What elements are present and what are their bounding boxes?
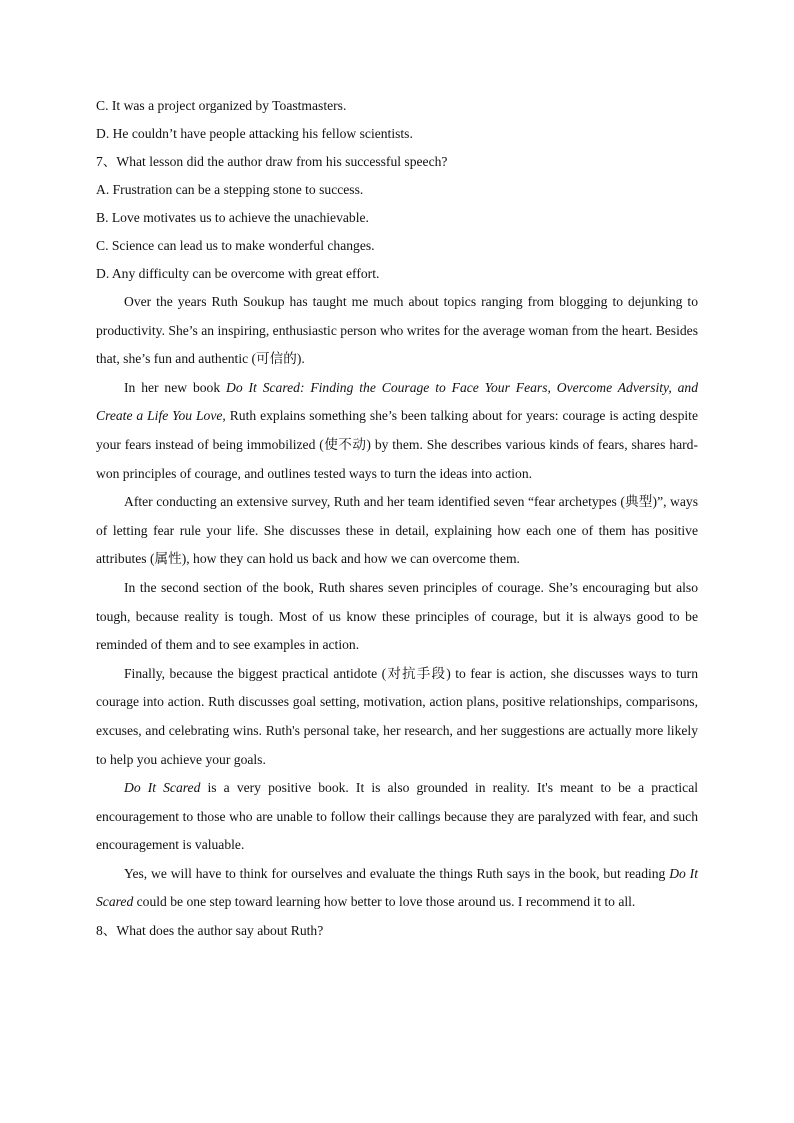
q7-option-b: B. Love motivates us to achieve the unachievable. (96, 210, 369, 225)
passage-paragraph-3: After conducting an extensive survey, Ruth and her team identified seven “fear archetypes (典型)”, ways of letting fear rule your life. She discusses these in detail, explaining how each one of them has positive attributes (属性), how they can hold us back and how we can overcome them. (96, 494, 698, 567)
passage-paragraph-4: In the second section of the book, Ruth shares seven principles of courage. She’s encouraging but also tough, because reality is tough. Most of us know these principles of courage, but it is always good to be reminded of them and to see examples in action. (96, 579, 698, 653)
book-title-short: Do It Scared (124, 780, 201, 796)
book-title: Do It Scared: Finding the Courage to Face Your Fears, Overcome Adversity, and Create a Life You Love (96, 379, 698, 424)
passage-paragraph-6 (96, 774, 698, 860)
document-page (96, 92, 698, 945)
q6-option-c: C. It was a project organized by Toastmasters. (96, 98, 347, 113)
q6-option-d: D. He couldn’t have people attacking his fellow scientists. (96, 126, 413, 141)
passage-paragraph-2 (96, 374, 698, 488)
p7-lead: Yes, we will have to think for ourselves and evaluate the things Ruth says in the book, but reading (124, 865, 670, 881)
book-title-short: Do It Scared (96, 865, 698, 910)
p2-rest: , Ruth explains something she’s been talking about for years: courage is acting despite your fears instead of being immobilized (使不动) by them. She describes various kinds of fears, shares hard-won principles of courage, and outlines tested ways to turn the ideas into action. (96, 408, 698, 481)
p2-lead: In her new book (124, 379, 227, 395)
p7-rest: could be one step toward learning how better to love those around us. I recommend it to all. (133, 894, 636, 910)
q7-option-a: A. Frustration can be a stepping stone to success. (96, 182, 364, 197)
q7-option-c: C. Science can lead us to make wonderful changes. (96, 238, 375, 253)
q7-option-d: D. Any difficulty can be overcome with great effort. (96, 266, 380, 281)
q7-question: 7、What lesson did the author draw from his successful speech? (96, 154, 448, 169)
passage-paragraph-7 (96, 860, 698, 917)
passage-paragraph-5: Finally, because the biggest practical antidote (对抗手段) to fear is action, she discusses ways to turn courage into action. Ruth discusses goal setting, motivation, action plans, positive relationships, comparisons, excuses, and celebrating wins. Ruth's personal take, her research, and her suggestions are actually more likely to help you achieve your goals. (96, 665, 698, 767)
passage-paragraph-1: Over the years Ruth Soukup has taught me much about topics ranging from blogging to dejunking to productivity. She’s an inspiring, enthusiastic person who writes for the average woman from the heart. Besides that, she’s fun and authentic (可信的). (96, 294, 698, 367)
p6-rest: is a very positive book. It is also grounded in reality. It's meant to be a practical encouragement to those who are unable to follow their callings because they are paralyzed with fear, and such encouragement is valuable. (96, 780, 699, 853)
q8-question: 8、What does the author say about Ruth? (96, 923, 324, 939)
